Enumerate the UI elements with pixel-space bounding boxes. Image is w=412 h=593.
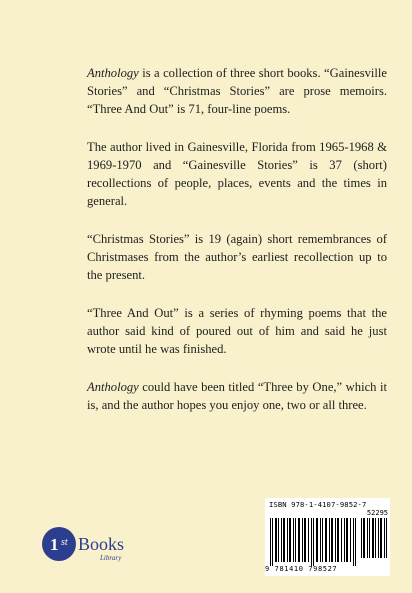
isbn-barcode [265, 498, 390, 576]
barcode-digits: 9 781410 798527 [265, 565, 338, 573]
svg-text:st: st [61, 537, 68, 548]
blurb-text [87, 64, 387, 434]
paragraph-3 [87, 230, 387, 284]
paragraph-4 [87, 304, 387, 358]
price-code: 52295 [366, 509, 388, 517]
svg-text:Books: Books [78, 534, 125, 554]
publisher-logo [40, 521, 160, 567]
svg-text:1: 1 [50, 535, 59, 554]
isbn-text: ISBN 978-1-4107-9852-7 [269, 500, 367, 509]
paragraph-text: The author lived in Gainesville, Florida from 1965-1968 & 1969-1970 and “Gainesville Stories” is 37 (short) recollections of people, places, events and the times in general. [87, 140, 387, 208]
paragraph-2 [87, 138, 387, 210]
paragraph-text: is a collection of three short books. “Gainesville Stories” and “Christmas Stories” are prose memoirs. “Three And Out” is 71, four-line poems. [87, 66, 387, 116]
barcode-bars [269, 518, 357, 566]
addon-barcode-bars [361, 518, 387, 558]
svg-text:Library: Library [100, 554, 122, 562]
italic-title: Anthology [87, 380, 139, 394]
italic-title: Anthology [87, 66, 139, 80]
paragraph-1 [87, 64, 387, 118]
logo-wordmark: 1stBooks [40, 521, 44, 522]
paragraph-text: “Three And Out” is a series of rhyming poems that the author said kind of poured out of him and said he just wrote until he was finished. [87, 306, 387, 356]
paragraph-text: “Christmas Stories” is 19 (again) short remembrances of Christmases from the author’s earliest recollection up to the present. [87, 232, 387, 282]
paragraph-5 [87, 378, 387, 414]
paragraph-text: could have been titled “Three by One,” which it is, and the author hopes you enjoy one, two or all three. [87, 380, 387, 412]
